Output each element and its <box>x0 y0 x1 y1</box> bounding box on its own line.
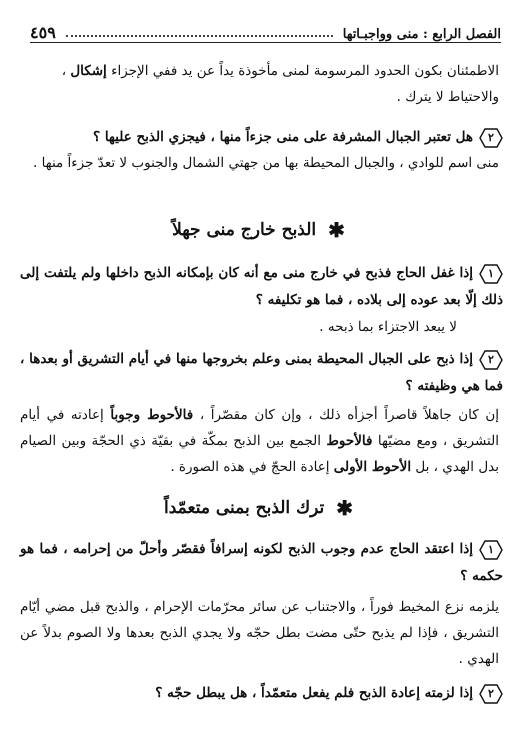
header-dots <box>66 35 333 37</box>
number-badge-icon <box>479 128 503 148</box>
question-text: إذا لزمته إعادة الذبح فلم يفعل متعمّداً ، هل يبطل حجّه ؟ <box>155 685 473 701</box>
question-text: هل تعتبر الجبال المشرفة على منى جزءاً منها ، فيجزي الذبح عليها ؟ <box>92 129 473 145</box>
intro-text-end: ، <box>61 63 71 79</box>
ruling-term: الأحوط الأولى <box>333 459 412 475</box>
ruling-term: فالأحوط وجوباً <box>110 407 194 423</box>
star-icon: ✱ <box>336 496 353 520</box>
section-heading-deliberate <box>0 496 517 520</box>
question-mountains <box>20 124 503 151</box>
answer-text: إن كان جاهلاً قاصراً أجزأه ذلك ، وإن كان مقصّراً ، <box>193 407 499 423</box>
intro-bold-term: إشكال <box>70 63 107 79</box>
section-heading-out-of-mina <box>0 218 517 242</box>
intro-line-2: والاحتياط لا يترك . <box>396 89 499 105</box>
number-badge-icon <box>479 684 503 704</box>
answer-out-knowing <box>20 402 499 480</box>
answer-mountains: منى اسم للوادي ، والجبال المحيطة بها من جهتي الشمال والجنوب لا تعدّ جزءاً منها . <box>33 155 499 171</box>
question-number: ٢ <box>488 131 494 144</box>
question-number: ١ <box>488 543 494 556</box>
ruling-term: فالأحوط <box>326 433 373 449</box>
question-out-knowing <box>20 346 503 400</box>
answer-out-ignorance: لا يبعد الاجتزاء بما ذبحه . <box>319 319 457 335</box>
page-number: ٤٥٩ <box>30 23 56 42</box>
intro-text: الاطمئنان بكون الحدود المرسومة لمنى مأخوذة يداً عن يد ففي الإجزاء <box>106 63 499 79</box>
answer-text: الجمع بين الذبح بمكّة في بقيّة ذي الحجّة وبين الصيام بدل الهدي ، بل <box>20 433 499 475</box>
question-number: ١ <box>488 267 494 280</box>
question-text: إذا اعتقد الحاج عدم وجوب الذبح لكونه إسرافاً فقصّر وأحلّ من إحرامه ، فما هو حكمه ؟ <box>20 541 503 584</box>
page-header <box>30 18 501 43</box>
question-out-ignorance <box>20 260 503 314</box>
star-icon: ✱ <box>328 218 345 242</box>
question-deliberate <box>20 536 503 590</box>
answer-text: إعادة الحجّ في هذه الصورة . <box>170 459 334 475</box>
question-text: إذا ذبح على الجبال المحيطة بمنى وعلم بخروجها منها في أيام التشريق أو بعدها ، فما هي وظيفته ؟ <box>20 351 503 394</box>
answer-text: إعادته في أيام التشريق ، ومع مضيّها <box>20 407 499 449</box>
answer-deliberate: يلزمه نزع المخيط فوراً ، والاجتناب عن سائر محرّمات الإحرام ، والذبح قبل مضي أيّام التشريق ، فإذا لم يذبح حتّى مضت بطل حجّه ولا يجدي الذبح بعدها ولا الصوم بدلاً عن الهدي . <box>20 599 499 667</box>
question-text: إذا غفل الحاج فذبح في خارج منى مع أنه كان بإمكانه الذبح داخلها ولم يلتفت إلى ذلك إلّا بعد عوده إلى بلاده ، فما هو تكليفه ؟ <box>20 265 503 308</box>
intro-paragraph <box>20 58 499 110</box>
question-repeat <box>20 680 503 707</box>
question-number: ٢ <box>488 687 494 700</box>
question-number: ٢ <box>488 353 494 366</box>
chapter-title: الفصل الرابع : منى وواجبـاتها <box>342 27 501 42</box>
number-badge-icon <box>479 350 503 370</box>
number-badge-icon <box>479 540 503 560</box>
section-title: ترك الذبح بمنى متعمّداً <box>164 498 325 518</box>
number-badge-icon <box>479 264 503 284</box>
section-title: الذبح خارج منى جهلاً <box>172 220 317 240</box>
